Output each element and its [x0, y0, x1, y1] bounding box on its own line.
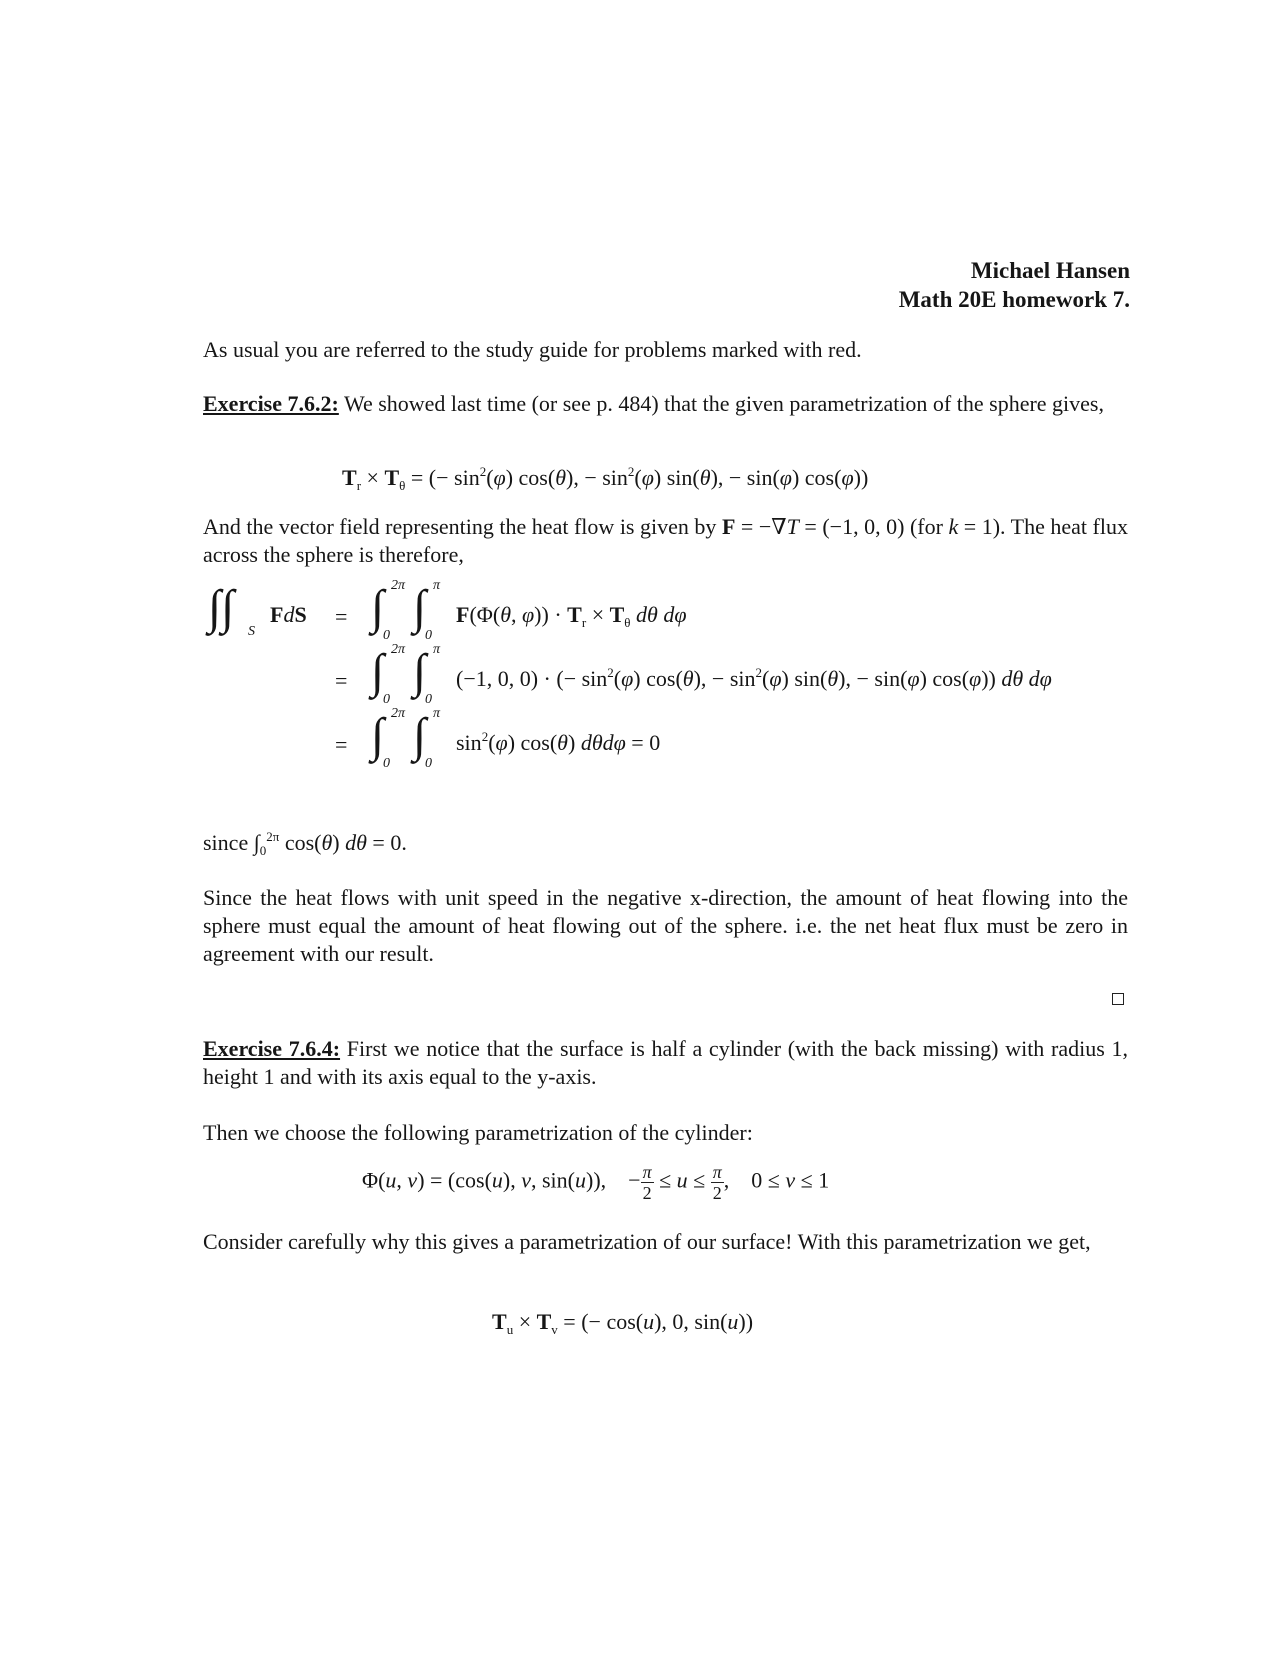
exercise-764-paragraph	[203, 1035, 1128, 1091]
exercise-764-text: First we notice that the surface is half a cylinder (with the back missing) with radius 1, height 1 and with its axis equal to the y-axis.	[203, 1036, 1128, 1089]
since-line: since $\int_0^{2\pi}$ cos(θ) dθ = 0.	[203, 829, 407, 858]
flux-lhs: ∫∫ S FdS	[208, 581, 307, 639]
cylinder-normal-equation: $T_u \times T_v$ = (− cos(u), 0, sin(u))	[492, 1309, 754, 1337]
flux-line-2: (−1, 0, 0) · (− $\sin^2(\varphi) \cos(\theta)$, − $\sin^2(\varphi) \sin(\theta)$, − sin(φ) cos(φ)) dθ dφ	[456, 665, 1052, 691]
author-name: Michael Hansen	[970, 258, 1130, 283]
course-title: Math 20E homework 7.	[898, 287, 1130, 312]
normal-vector-equation: $T_r \times T_\theta$ = (− $\sin^2(\varphi) \cos(\theta)$, − $\sin^2(\varphi) \sin(\theta)$, − sin(φ) cos(φ))	[342, 464, 869, 493]
exercise-762-title: Exercise 7.6.2:	[203, 391, 339, 416]
exercise-762-text: We showed last time (or see p. 484) that the given parametrization of the sphere gives,	[343, 391, 1104, 416]
heat-field-paragraph: And the vector field representing the heat flow is given by F = −∇T = (−1, 0, 0) (for k = 1). The heat flux across the sphere is therefore,	[203, 514, 1128, 567]
intro-paragraph: As usual you are referred to the study guide for problems marked with red.	[203, 337, 862, 362]
consider-paragraph: Consider carefully why this gives a parametrization of our surface! With this parametrization we get,	[203, 1229, 1091, 1254]
page-header	[899, 256, 1130, 314]
qed-box-icon	[1112, 993, 1124, 1005]
exercise-762-paragraph	[203, 390, 1128, 418]
flux-integral-block: ∫∫ S FdS = 2π ∫ 0 π ∫ 0 F(Φ(θ, $\varphi)) \cdot T_r \times T_\theta$ dθ dφ = 2π ∫ 0 π ∫ 0 (−1, 0, 0) · (− $\sin^2(\varphi) \cos(\theta)$, − $\sin^2(\varphi) \sin(\theta)$, − sin(φ) cos(φ)) dθ dφ = 2π ∫ 0 π ∫ 0 $\sin^2(\varphi)$ cos(θ) dθdφ = 0	[208, 578, 1052, 771]
exercise-764-title: Exercise 7.6.4:	[203, 1036, 341, 1061]
parametrization-equation: Φ(u, v) = (cos(u), v, sin(u)), − $\frac{\pi}{2}$ ≤ u ≤ $\frac{\pi}{2}$ , 0 ≤ v ≤ 1	[362, 1162, 830, 1203]
flux-line-1: F(Φ(θ, $\varphi)) \cdot T_r \times T_\theta$ dθ dφ	[456, 602, 687, 630]
choose-paragraph: Then we choose the following parametrization of the cylinder:	[203, 1120, 753, 1145]
conclusion-paragraph: Since the heat flows with unit speed in the negative x-direction, the amount of heat flowing into the sphere must equal the amount of heat flowing out of the sphere. i.e. the net heat flux must be zero in agreement with our result.	[203, 885, 1128, 966]
flux-line-3: $\sin^2(\varphi)$ cos(θ) dθdφ = 0	[456, 729, 661, 755]
